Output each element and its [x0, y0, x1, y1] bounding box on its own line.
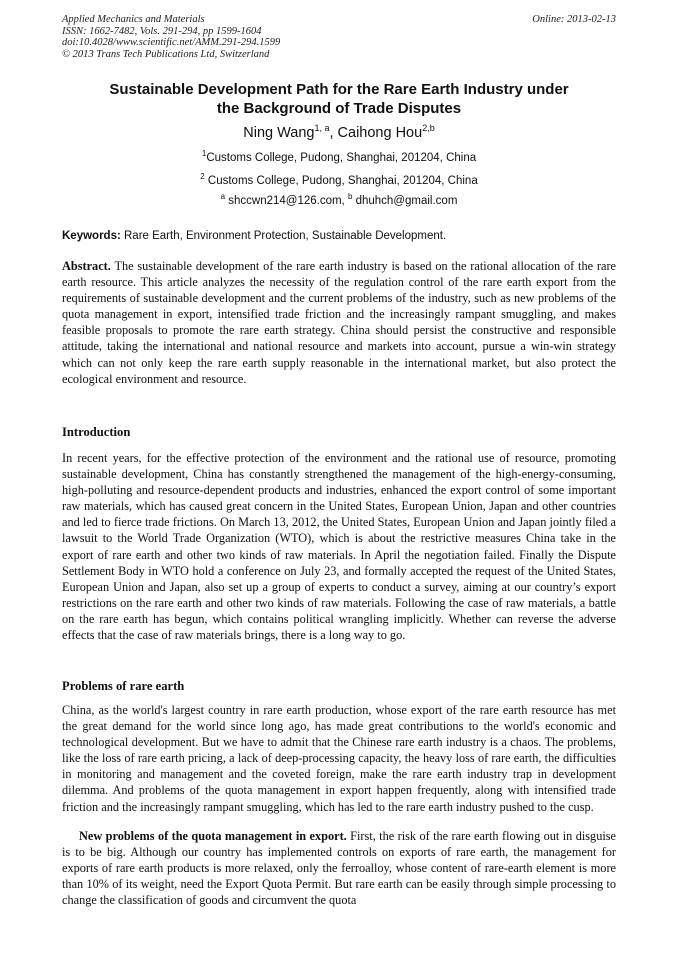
keywords	[62, 229, 616, 244]
author-emails	[62, 194, 616, 209]
affiliation-2-mark: 2	[200, 172, 205, 181]
journal-header	[62, 14, 616, 60]
affiliation-1-mark: 1	[201, 149, 207, 158]
keywords-text: Rare Earth, Environment Protection, Sustainable Development.	[120, 230, 447, 242]
affiliation-2	[62, 174, 616, 189]
affiliation-1	[62, 151, 616, 166]
author-1: Ning Wang	[243, 125, 315, 141]
journal-issn: ISSN: 1662-7482, Vols. 291-294, pp 1599-1604	[62, 25, 262, 37]
author-2-affiliation-mark: 2,b	[422, 123, 435, 133]
journal-doi[interactable]: doi:10.4028/www.scientific.net/AMM.291-294.1599	[62, 37, 281, 49]
email-a[interactable]: shccwn214@126.com,	[225, 195, 348, 207]
paper-title	[62, 80, 616, 118]
keywords-label: Keywords:	[62, 230, 121, 242]
author-1-affiliation-mark: 1, a	[314, 123, 330, 133]
title-line-1: Sustainable Development Path for the Rare Earth Industry under	[109, 81, 569, 98]
introduction-heading: Introduction	[62, 425, 131, 439]
abstract-text: The sustainable development of the rare earth industry is based on the rational allocation of the rare earth resource. This article analyzes the necessity of the regulation control of the rare earth export from the requirements of sustainable development and the current problems of the industry, such as new problems of the quota management in export, intensified trade friction and the increasingly rampant smuggling, and makes feasible proposals to promote the rare earth strategy. China should persist the constructive and responsible attitude, taking the international and national resource and markets into account, pursue a win-win strategy which can not only keep the rare earth supply reasonable in the international market, but also protect the ecological environment and resource.	[62, 259, 616, 386]
abstract-label: Abstract.	[62, 259, 111, 273]
title-line-2: the Background of Trade Disputes	[216, 100, 462, 117]
problems-heading: Problems of rare earth	[62, 679, 185, 693]
email-a-mark: a	[220, 192, 226, 201]
email-b-mark: b	[347, 192, 353, 201]
author-2: Caihong Hou	[337, 125, 423, 141]
affiliation-1-text: Customs College, Pudong, Shanghai, 201204, China	[206, 152, 477, 164]
email-b[interactable]: dhuhch@gmail.com	[352, 195, 458, 207]
problems-paragraph: China, as the world's largest country in rare earth production, whose export of the rare earth resource has met the great demand for the world since long ago, has made great contributions to the world's economic and technological development. But we have to admit that the Chinese rare earth industry is a chaos. The problems, like the loss of rare earth pricing, a lack of deep-processing capacity, the heavy loss of rare earth, the difficulties in monitoring and management and the coveted foreign, make the rare earth industry trap in development dilemma. And problems of the quota management in export happen frequently, along with intensified trade friction and the increasingly rampant smuggling, which has led to the rare earth industry pushed to the cusp.	[62, 703, 616, 814]
author-list	[62, 123, 616, 143]
author-separator: ,	[329, 125, 338, 141]
journal-copyright: © 2013 Trans Tech Publications Ltd, Switzerland	[62, 48, 270, 60]
quota-problems-label: New problems of the quota management in export.	[79, 829, 347, 843]
affiliation-2-text: Customs College, Pudong, Shanghai, 201204, China	[204, 175, 478, 187]
abstract	[62, 258, 616, 387]
quota-problems-text: First, the risk of the rare earth flowing out in disguise is to be big. Although our country has implemented controls on exports of rare earth, the management for exports of rare earth products is more relaxed, only the ferroalloy, whose content of rare-earth element is more than 10% of its weight, need the Export Quota Permit. But rare earth can be easily through simple processing to change the classification of goods and circumvent the quota	[62, 829, 616, 908]
journal-name: Applied Mechanics and Materials	[62, 14, 205, 25]
introduction-paragraph: In recent years, for the effective protection of the environment and the rational use of resource, promoting sustainable development, China has constantly strengthened the management of the high-energy-consuming, high-polluting and resource-dependent products and industries, enhanced the export control of some important raw materials, which has caused great concern in the United States, European Union, Japan and other countries and led to fierce trade frictions. On March 13, 2012, the United States, European Union and Japan jointly filed a lawsuit to the World Trade Organization (WTO), which is about the restrictive measures China take in the export of rare earth and other two kinds of raw materials. In April the negotiation failed. Finally the Dispute Settlement Body in WTO hold a conference on July 23, and formally accepted the request of the United States, European Union and Japan, also set up a group of experts to conduct a survey, aiming at our country’s export restrictions on the rare earth and other two kinds of raw materials. Following the case of raw materials, a battle on the rare earth has begun, which contains political wrangling implicitly. Whether can reverse the adverse effects that the case of raw materials brings, there is a long way to go.	[62, 451, 616, 643]
online-date: Online: 2013-02-13	[532, 14, 616, 25]
quota-problems-paragraph	[62, 828, 616, 908]
